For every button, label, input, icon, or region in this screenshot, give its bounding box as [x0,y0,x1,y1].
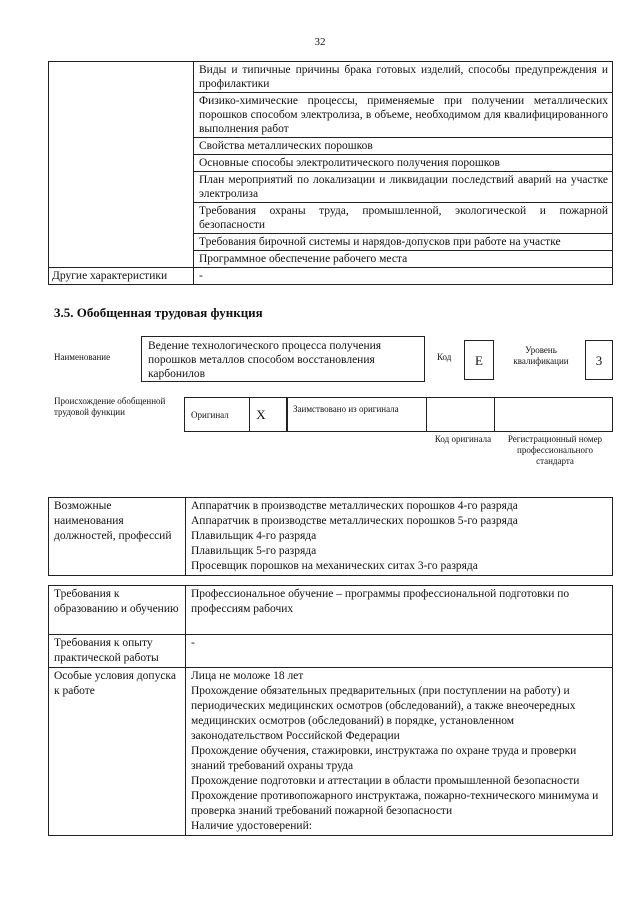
table-cell: Требования охраны труда, промышленной, экологической и пожарной безопасности [194,203,613,234]
origin-code-caption: Код оригинала [434,434,492,444]
list-item: Прохождение обучения, стажировки, инструктажа по охране труда и проверки знаний требований охраны труда [191,745,577,772]
origin-row [184,397,613,432]
origin-code-cell [427,397,495,432]
positions-list [186,498,613,576]
experience-label: Требования к опыту практической работы [49,635,186,668]
original-cell [184,397,250,432]
table-cell: Требования бирочной системы и нарядов-допусков при работе на участке [194,234,613,251]
list-item: Прохождение обязательных предварительных (при поступлении на работу) и периодических медицинских осмотров (обследований), а также внеочередных медицинских осмотров (обследований) в порядке, установленном законодательством Российской Федерации [191,685,576,742]
original-label: Оригинал [191,410,229,420]
table-row [49,586,613,635]
table-cell: Программное обеспечение рабочего места [194,251,613,268]
list-item: Аппаратчик в производстве металлических порошков 5-го разряда [191,515,518,527]
table-row [49,268,613,285]
origin-label: Происхождение обобщенной трудовой функции [54,396,166,417]
experience-value: - [186,635,613,668]
borrowed-cell [287,397,427,432]
table-cell: План мероприятий по локализации и ликвидации последствий аварий на участке электролиза [194,172,613,203]
conditions-label: Особые условия допуска к работе [49,668,186,836]
table-cell-empty [49,62,194,268]
list-item: Просевщик порошков на механических ситах 3-го разряда [191,560,478,572]
list-item: Прохождение подготовки и аттестации в области промышленной безопасности [191,775,580,787]
table-cell-label: Другие характеристики [49,268,194,285]
section-title: 3.5. Обобщенная трудовая функция [54,305,263,320]
list-item: Аппаратчик в производстве металлических порошков 4-го разряда [191,500,518,512]
list-item: Наличие удостоверений: [191,820,312,832]
table-row [49,498,613,576]
education-label: Требования к образованию и обучению [49,586,186,635]
reg-number-cell [495,397,613,432]
positions-table [48,497,613,576]
table-cell: - [194,268,613,285]
function-name-box: Ведение технологического процесса получения порошков металлов способом восстановления карбонилов [141,336,425,382]
table-cell: Свойства металлических порошков [194,138,613,155]
knowledge-table [48,61,613,285]
code-value: E [464,340,494,380]
page-number: 32 [314,36,326,48]
level-label: Уровень квалификации [513,345,569,366]
code-label: Код [437,352,452,362]
original-mark: X [256,407,266,422]
name-label: Наименование [54,352,111,362]
table-cell: Основные способы электролитического получения порошков [194,155,613,172]
positions-label: Возможные наименования должностей, профессий [49,498,186,576]
list-item: Плавильщик 4-го разряда [191,530,317,542]
reg-number-caption: Регистрационный номер профессионального стандарта [507,434,603,466]
table-cell: Виды и типичные причины брака готовых изделий, способы предупреждения и профилактики [194,62,613,93]
level-value: 3 [585,340,613,380]
list-item: Плавильщик 5-го разряда [191,545,317,557]
list-item: Лица не моложе 18 лет [191,670,304,682]
table-row [49,62,613,93]
table-row [49,668,613,836]
conditions-list [186,668,613,836]
education-value: Профессиональное обучение – программы профессиональной подготовки по профессиям рабочих [186,586,613,635]
borrowed-label: Заимствовано из оригинала [293,404,399,414]
table-row [49,635,613,668]
list-item: Прохождение противопожарного инструктажа, пожарно-технического минимума и проверка знаний требований пожарной безопасности [191,790,599,817]
requirements-table [48,585,613,836]
original-mark-cell [250,397,287,432]
table-cell: Физико-химические процессы, применяемые при получении металлических порошков способом электролиза, в объеме, необходимом для квалифицированного выполнения работ [194,93,613,138]
